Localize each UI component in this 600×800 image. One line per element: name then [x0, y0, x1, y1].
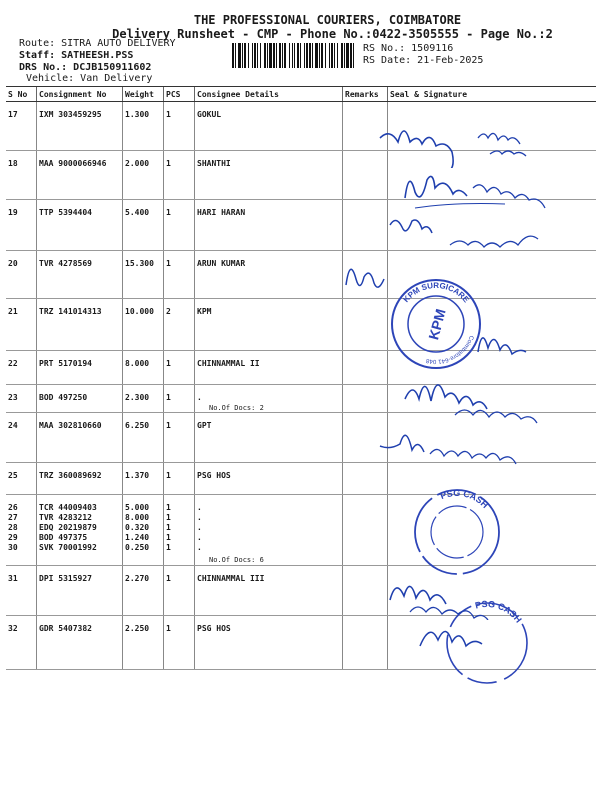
table-row — [6, 251, 596, 299]
pcs-value: 1 — [166, 471, 171, 480]
barcode-bar — [254, 43, 256, 68]
sno-value: 26 27 28 29 30 — [8, 503, 18, 552]
cell-consignee — [195, 102, 343, 151]
cno-value: PRT 5170194 — [39, 359, 92, 368]
cell-pcs — [164, 463, 195, 495]
cell-consignee — [195, 151, 343, 200]
consignee-value: CHINNAMMAL II — [197, 359, 260, 368]
sno-value: 31 — [8, 574, 18, 583]
cell-pcs — [164, 151, 195, 200]
cno-value: DPI 5315927 — [39, 574, 92, 583]
sno-value: 24 — [8, 421, 18, 430]
weight-value: 10.000 — [125, 307, 154, 316]
sno-value: 19 — [8, 208, 18, 217]
cell-weight — [123, 251, 164, 299]
kpm-seal-ring-text: KPM SURGICARE — [401, 280, 471, 305]
barcode-bar — [257, 43, 258, 68]
barcode-bar — [276, 43, 277, 68]
cell-pcs — [164, 351, 195, 385]
cell-pcs — [164, 495, 195, 566]
cell-remarks — [343, 463, 388, 495]
col-sno: S No — [6, 87, 37, 102]
cell-weight — [123, 413, 164, 463]
cell-pcs — [164, 413, 195, 463]
cell-pcs — [164, 251, 195, 299]
consignee-value: PSG HOS — [197, 471, 231, 480]
rs-date: RS Date: 21-Feb-2025 — [363, 55, 484, 66]
cell-remarks — [343, 616, 388, 670]
barcode-bar — [232, 43, 234, 68]
consignee-value: ARUN KUMAR — [197, 259, 246, 268]
cell-sig — [388, 566, 597, 616]
cno-value: GDR 5407382 — [39, 624, 92, 633]
table-row — [6, 200, 596, 251]
cell-consignee — [195, 200, 343, 251]
barcode-bar — [319, 43, 320, 68]
cell-consignee — [195, 299, 343, 351]
col-remarks: Remarks — [343, 87, 388, 102]
cell-consignee — [195, 351, 343, 385]
barcode-bar — [238, 43, 241, 68]
cell-sig — [388, 299, 597, 351]
barcode-bar — [325, 43, 326, 68]
cell-cno — [37, 413, 123, 463]
table-row — [6, 616, 596, 670]
cno-value: TRZ 360089692 — [39, 471, 102, 480]
consignee-value: . . . . . — [197, 503, 202, 552]
cell-weight — [123, 299, 164, 351]
cell-weight — [123, 351, 164, 385]
cell-sno — [6, 616, 37, 670]
docs-count: No.Of Docs: 2 — [209, 404, 264, 412]
sno-value: 32 — [8, 624, 18, 633]
barcode-bar — [279, 43, 281, 68]
barcode-bar — [300, 43, 301, 68]
company-name: THE PROFESSIONAL COURIERS, COIMBATORE — [193, 13, 462, 27]
docs-count: No.Of Docs: 6 — [209, 556, 264, 564]
pcs-value: 1 — [166, 208, 171, 217]
sno-value: 23 — [8, 393, 18, 402]
table-row — [6, 151, 596, 200]
barcode-bar — [260, 43, 261, 68]
runsheet-title: Delivery Runsheet - CMP - Phone No.:0422-3505555 - Page No.:2 — [112, 27, 553, 41]
cno-value: MAA 9000066946 — [39, 159, 107, 168]
cno-value: TTP 5394404 — [39, 208, 92, 217]
cell-remarks — [343, 251, 388, 299]
barcode-bar — [346, 43, 349, 68]
rs-number: RS No.: 1509116 — [363, 43, 454, 54]
barcode-bar — [235, 43, 236, 68]
cell-consignee — [195, 616, 343, 670]
barcode-bar — [341, 43, 343, 68]
barcode-bar — [297, 43, 299, 68]
cell-consignee — [195, 566, 343, 616]
table-row — [6, 385, 596, 413]
col-signature: Seal & Signature — [388, 87, 597, 102]
barcode-bar — [248, 43, 249, 68]
cell-sig — [388, 151, 597, 200]
vehicle-label: Vehicle: Van Delivery — [26, 73, 153, 84]
col-consignment: Consignment No — [37, 87, 123, 102]
weight-value: 2.000 — [125, 159, 150, 168]
route-label: Route: SITRA AUTO DELIVERY — [19, 38, 176, 49]
cell-pcs — [164, 200, 195, 251]
sno-value: 22 — [8, 359, 18, 368]
sno-value: 25 — [8, 471, 18, 480]
cell-sno — [6, 102, 37, 151]
cell-consignee — [195, 413, 343, 463]
barcode-bar — [353, 43, 354, 68]
col-weight: Weight — [123, 87, 164, 102]
weight-value: 6.250 — [125, 421, 150, 430]
cell-sno — [6, 495, 37, 566]
weight-value: 1.300 — [125, 110, 150, 119]
barcode-bar — [315, 43, 318, 68]
cno-value: TCR 44009403 TVR 4283212 EDQ 20219879 BOD 497375 SVK 70001992 — [39, 503, 97, 552]
cell-sig — [388, 495, 597, 566]
cell-remarks — [343, 413, 388, 463]
barcode-bar — [329, 43, 330, 68]
weight-value: 1.370 — [125, 471, 150, 480]
cell-sig — [388, 102, 597, 151]
cell-sig — [388, 385, 597, 413]
cell-pcs — [164, 299, 195, 351]
pcs-value: 1 — [166, 393, 171, 402]
cell-remarks — [343, 385, 388, 413]
cell-cno — [37, 299, 123, 351]
consignee-value: GOKUL — [197, 110, 222, 119]
cell-sno — [6, 351, 37, 385]
barcode-bar — [242, 43, 243, 68]
cell-sig — [388, 413, 597, 463]
cell-pcs — [164, 385, 195, 413]
weight-value: 8.000 — [125, 359, 150, 368]
weight-value: 2.300 — [125, 393, 150, 402]
cell-remarks — [343, 102, 388, 151]
pcs-value: 1 — [166, 259, 171, 268]
cno-value: MAA 302810660 — [39, 421, 102, 430]
cell-consignee — [195, 251, 343, 299]
consignee-value: KPM — [197, 307, 212, 316]
cell-cno — [37, 351, 123, 385]
cno-value: TVR 4278569 — [39, 259, 92, 268]
cell-pcs — [164, 616, 195, 670]
cno-value: TRZ 141014313 — [39, 307, 102, 316]
kpm-seal-bottom-text: Coimbatore-641 048 — [425, 334, 475, 365]
cell-sig — [388, 463, 597, 495]
barcode — [232, 43, 354, 68]
consignee-value: GPT — [197, 421, 212, 430]
psg-seal-text: PSG CASH — [438, 487, 491, 511]
consignee-value: SHANTHI — [197, 159, 231, 168]
cell-remarks — [343, 200, 388, 251]
weight-value: 15.300 — [125, 259, 154, 268]
table-row — [6, 463, 596, 495]
cell-remarks — [343, 495, 388, 566]
weight-value: 2.250 — [125, 624, 150, 633]
cell-remarks — [343, 151, 388, 200]
barcode-bar — [337, 43, 338, 68]
cell-sno — [6, 566, 37, 616]
runsheet-table — [6, 86, 596, 670]
barcode-bar — [334, 43, 335, 68]
barcode-bar — [292, 43, 293, 68]
pcs-value: 1 — [166, 110, 171, 119]
staff-label: Staff: SATHEESH.PSS — [19, 50, 134, 61]
barcode-bar — [309, 43, 311, 68]
barcode-bar — [264, 43, 266, 68]
weight-value: 2.270 — [125, 574, 150, 583]
barcode-bar — [312, 43, 313, 68]
cell-consignee — [195, 385, 343, 413]
cell-consignee — [195, 495, 343, 566]
col-pcs: PCS — [164, 87, 195, 102]
kpm-seal-center: KPM — [425, 307, 449, 342]
pcs-value: 1 1 1 1 1 — [166, 503, 171, 552]
cell-weight — [123, 102, 164, 151]
barcode-bar — [273, 43, 275, 68]
table-row — [6, 299, 596, 351]
table-row — [6, 413, 596, 463]
barcode-bar — [267, 43, 268, 68]
cell-sno — [6, 463, 37, 495]
barcode-bar — [294, 43, 295, 68]
barcode-bar — [344, 43, 345, 68]
pcs-value: 1 — [166, 421, 171, 430]
barcode-bar — [321, 43, 323, 68]
barcode-bar — [282, 43, 283, 68]
cell-sig — [388, 351, 597, 385]
cell-weight — [123, 200, 164, 251]
col-consignee: Consignee Details — [195, 87, 343, 102]
weight-value: 5.400 — [125, 208, 150, 217]
barcode-bar — [244, 43, 246, 68]
cell-consignee — [195, 463, 343, 495]
cell-cno — [37, 102, 123, 151]
cell-sno — [6, 200, 37, 251]
pcs-value: 1 — [166, 159, 171, 168]
table-header-row — [6, 87, 596, 102]
pcs-value: 1 — [166, 359, 171, 368]
cell-weight — [123, 495, 164, 566]
barcode-bar — [304, 43, 305, 68]
cell-cno — [37, 251, 123, 299]
cell-weight — [123, 385, 164, 413]
cell-weight — [123, 566, 164, 616]
cell-sno — [6, 251, 37, 299]
cell-sno — [6, 385, 37, 413]
cell-pcs — [164, 102, 195, 151]
consignee-value: HARI HARAN — [197, 208, 246, 217]
barcode-bar — [289, 43, 290, 68]
cell-sig — [388, 200, 597, 251]
sno-value: 21 — [8, 307, 18, 316]
barcode-bar — [252, 43, 253, 68]
cno-value: IXM 303459295 — [39, 110, 102, 119]
weight-value: 5.000 8.000 0.320 1.240 0.250 — [125, 503, 150, 552]
cell-weight — [123, 463, 164, 495]
drs-number: DRS No.: DCJB150911602 — [19, 62, 152, 73]
cell-cno — [37, 495, 123, 566]
barcode-bar — [284, 43, 286, 68]
cell-sno — [6, 413, 37, 463]
cell-cno — [37, 151, 123, 200]
cno-value: BOD 497250 — [39, 393, 88, 402]
sno-value: 18 — [8, 159, 18, 168]
cell-cno — [37, 566, 123, 616]
cell-sig — [388, 251, 597, 299]
sno-value: 17 — [8, 110, 18, 119]
cell-sno — [6, 299, 37, 351]
cell-sig — [388, 616, 597, 670]
psg-seal-text-2: PSG CASH — [474, 600, 524, 625]
cell-remarks — [343, 351, 388, 385]
cell-remarks — [343, 299, 388, 351]
cell-pcs — [164, 566, 195, 616]
sno-value: 20 — [8, 259, 18, 268]
table-row — [6, 351, 596, 385]
pcs-value: 1 — [166, 574, 171, 583]
barcode-bar — [269, 43, 272, 68]
consignee-value: CHINNAMMAL III — [197, 574, 265, 583]
consignee-value: . — [197, 393, 202, 402]
pcs-value: 1 — [166, 624, 171, 633]
table-row — [6, 495, 596, 566]
cell-weight — [123, 151, 164, 200]
cell-cno — [37, 616, 123, 670]
cell-cno — [37, 385, 123, 413]
pcs-value: 2 — [166, 307, 171, 316]
cell-remarks — [343, 566, 388, 616]
consignee-value: PSG HOS — [197, 624, 231, 633]
cell-weight — [123, 616, 164, 670]
cell-cno — [37, 200, 123, 251]
barcode-bar — [331, 43, 333, 68]
barcode-bar — [306, 43, 308, 68]
barcode-bar — [350, 43, 352, 68]
table-row — [6, 566, 596, 616]
cell-cno — [37, 463, 123, 495]
cell-sno — [6, 151, 37, 200]
table-row — [6, 102, 596, 151]
